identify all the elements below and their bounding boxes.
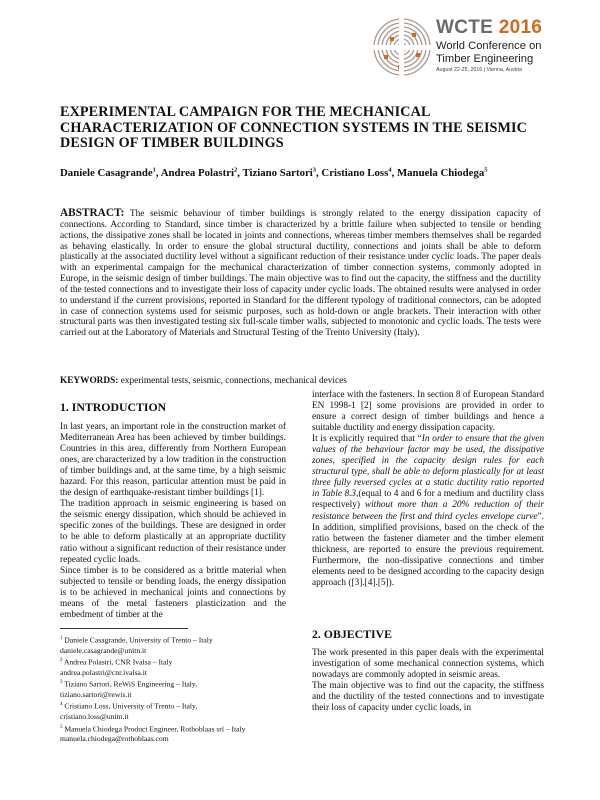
right-column — [312, 390, 544, 589]
footnote-email: daniele.casagrande@unitn.it — [60, 645, 147, 655]
footnote-email: cristiano.loss@unitn.it — [60, 712, 129, 722]
author: Andrea Polastri$^2$, — [160, 166, 243, 179]
quoted-standard-text: In order to ensure that the given values of the behaviour factor may be used, the dissipative zones, specified in the capacity design rules for each structural type, shall be able to deform plastically for at least three fully reversed cycles at a static ductility ratio reported in Table 8.3, — [312, 434, 544, 500]
paragraph: The tradition approach in seismic engineering is based on the seismic energy dissipation, which should be achieved in specific zones of the buildings. These are designed in order to be able to deform plastically at an appropriate ductility ratio without a significant reduction of their resistance under repeated cyclic loads. — [60, 499, 286, 565]
paper-title: EXPERIMENTAL CAMPAIGN FOR THE MECHANICAL CHARACTERIZATION OF CONNECTION SYSTEMS IN THE SEISMIC DESIGN OF TIMBER BUILDINGS — [60, 104, 528, 152]
paragraph: interface with the fasteners. In section 8 of European Standard EN 1998-1 [2] some provisions are provided in order to ensure a correct design of timber buildings and hence a suitable ductility and energy dissipation capacity. — [312, 390, 544, 434]
conference-logo — [372, 15, 590, 81]
footnote: $^3$ Tiziano Sartori, ReWiS Engineering – Italy, — [60, 679, 198, 689]
paragraph: Since timber is to be considered as a brittle material when subjected to tensile or bending loads, the energy dissipation is to be achieved in mechanical joints and connections by means of the metal fasteners plasticization and the embedment of timber at the — [60, 565, 286, 620]
footnote-divider — [60, 628, 188, 629]
footnote: $^2$ Andrea Polastri, CNR Ivalsa – Italy — [60, 657, 173, 667]
footnote: $^4$ Cristiano Loss, University of Trento – Italy, — [60, 701, 198, 711]
footnotes — [60, 634, 292, 745]
author: Cristiano Loss$^4$, — [321, 166, 397, 179]
section-heading-introduction: 1. INTRODUCTION — [60, 400, 167, 414]
paragraph: It is explicitly required that “In order to ensure that the given values of the behaviour factor may be used, the dissipative zones, specified in the capacity design rules for each structural type, shall be able to deform plastically for at least three fully reversed cycles at a static ductility ratio reported in Table 8.3,(equal to 4 and 6 for a medium and ductility class respectively) without more than a 20% reduction of their resistance between the first and third cycles envelope curve”. In addition, simplified provisions, based on the check of the ratio between the fastener diameter and the timber element thickness, are reported to ensure the previous requirement. Furthermore, the non-dissipative connections and timber elements need to be designed according to the capacity design approach ([3].[4].[5]). — [312, 434, 544, 588]
footnote: $^5$ Manuela Chiodega Product Engineer, Rothoblaas srl – Italy — [60, 724, 246, 734]
logo-line-2: Timber Engineering — [436, 53, 534, 65]
paragraph: The work presented in this paper deals with the experimental investigation of some mechanical connection systems, which nowadays are commonly adopted in seismic areas. — [312, 648, 544, 681]
abstract-text: The seismic behaviour of timber buildings is strongly related to the energy dissipation capacity of connections. According to Standard, since timber is characterized by a brittle failure when subjected to tensile or bending actions, the dissipative zones shall be located in joints and connections, whereas timber members themselves shall be regarded as behaving elastically. In order to ensure the global structural ductility, connections and joints shall be able to deform plastically at the associated ductility level without a significant reduction of their resistance under cyclic loads. The paper deals with an experimental campaign for the mechanical characterization of timber connection systems, commonly adopted in Europe, in the seismic design of timber buildings. The main objective was to find out the capacity, the stiffness and the ductility of the tested connections and to investigate their loss of capacity under cyclic loads. The obtained results were analysed in order to understand if the current provisions, reported in Standard for the different typology of traditional connectors, can be adopted in case of connection systems used for seismic purposes, such as hold-down or angle brackets. Their interaction with other structural parts was then investigated testing six full-scale timber walls, subjected to monotonic and cyclic loads. The tests were carried out at the Laboratory of Materials and Structural Testing of the Trento University (Italy). — [60, 209, 541, 339]
objective-text — [312, 648, 544, 714]
author: Daniele Casagrande$^1$, — [60, 166, 161, 179]
keywords-heading: KEYWORDS: — [60, 376, 119, 386]
quoted-standard-text: without more than a 20% reduction of their resistance between the first and third cycles envelope curve — [312, 500, 544, 522]
author-list — [60, 166, 580, 179]
author: Tiziano Sartori$^3$, — [242, 166, 322, 179]
tree-rings-icon — [372, 15, 432, 79]
keywords-text: experimental tests, seismic, connections, mechanical devices — [118, 376, 347, 386]
logo-line-3: August 22-25, 2016 | Vienna, Austria — [436, 67, 523, 73]
author: Manuela Chiodega$^5$ — [396, 166, 488, 179]
paragraph: The main objective was to find out the capacity, the stiffness and the ductility of the tested connections and to investigate their loss of capacity under cyclic loads, in — [312, 681, 544, 714]
keywords — [60, 376, 550, 387]
section-heading-objective: 2. OBJECTIVE — [312, 627, 392, 641]
footnote-email: tiziano.sartori@rewis.it — [60, 690, 132, 700]
logo-brand: WCTE 2016 — [436, 17, 543, 38]
abstract — [60, 208, 541, 339]
footnote: $^1$ Daniele Casagrande, University of Trento – Italy — [60, 635, 213, 645]
footnote-email: andrea.polastri@cnr.ivalsa.it — [60, 667, 147, 677]
footnote-email: manuela.chiodega@rothoblaas.com — [60, 734, 169, 744]
paragraph: In last years, an important role in the construction market of Mediterranean Area has been achieved by timber buildings. Countries in this area, differently from Northern European ones, are characterized by a low tradition in the construction of timber buildings and, at the same time, by a high seismic hazard. For this reason, particular attention must be paid in the design of earthquake-resistant timber buildings [1]. — [60, 422, 286, 499]
left-column — [60, 422, 286, 621]
logo-line-1: World Conference on — [436, 40, 542, 52]
abstract-heading: ABSTRACT: — [60, 207, 125, 219]
